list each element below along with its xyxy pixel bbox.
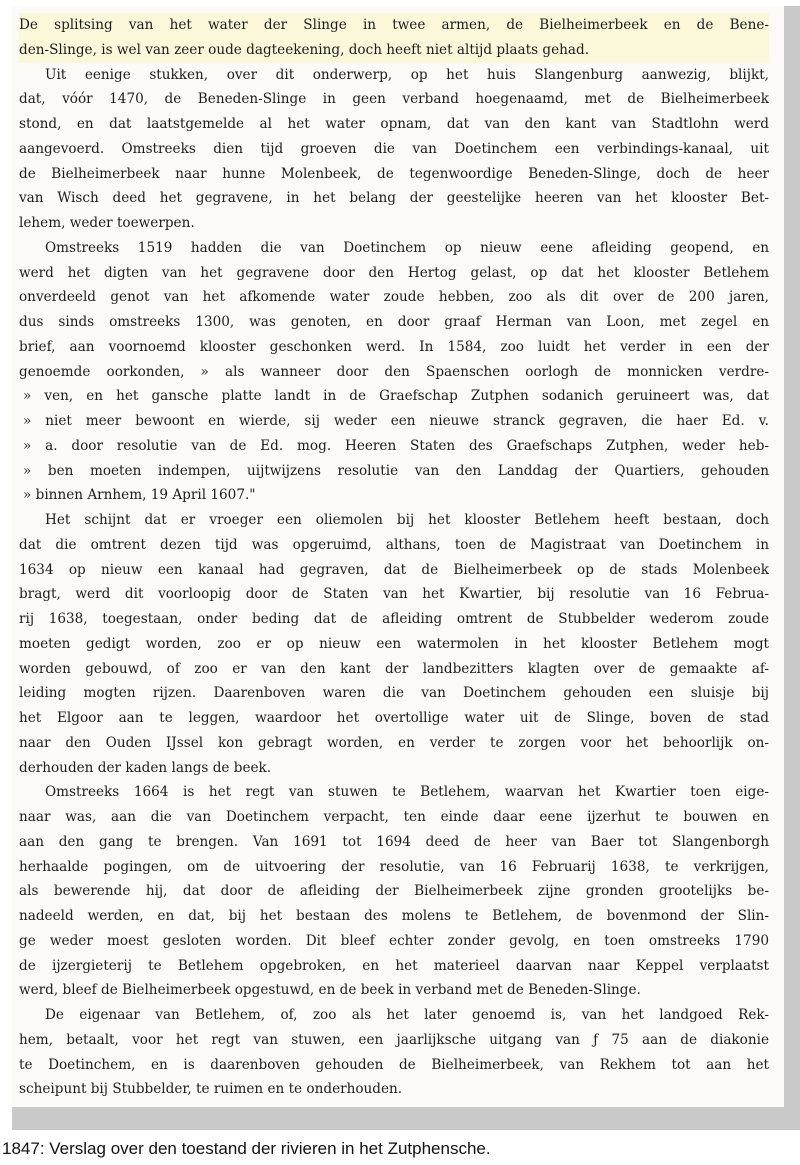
image-caption: 1847: Verslag over den toestand der rivieren in het Zutphensche. bbox=[2, 1139, 491, 1158]
text-line: van Wisch deed het gegravene, in het belang der geestelijke heeren van het klooster Bet- bbox=[19, 190, 769, 207]
scanned-page bbox=[12, 6, 784, 1107]
text-line: scheipunt bij Stubbelder, te ruimen en te onderhouden. bbox=[19, 1081, 403, 1098]
text-line: lehem, weder toewerpen. bbox=[19, 215, 195, 231]
text-line: ge weder moest gesloten worden. Dit bleef echter zonder gevolg, en toen omstreeks 1790 bbox=[19, 932, 769, 949]
text-line: de ijzergieterij te Betlehem opgebroken, en het materieel daarvan naar Keppel verplaatst bbox=[19, 957, 769, 974]
paragraph bbox=[19, 63, 769, 236]
text-line: dat, vóór 1470, de Beneden-Slinge in geen verband hoegenaamd, met de Bielheimerbeek bbox=[19, 91, 769, 108]
text-line: leiding mogten rijzen. Daarenboven waren die van Doetinchem gehouden een sluisje bij bbox=[19, 685, 769, 702]
text-line: De splitsing van het water der Slinge in twee armen, de Bielheimerbeek en de Bene- bbox=[19, 13, 769, 38]
text-line: aangevoerd. Omstreeks dien tijd groeven die van Doetinchem een verbindings-kanaal, uit bbox=[19, 140, 769, 157]
text-line: De eigenaar van Betlehem, of, zoo als het later genoemd is, van het landgoed Rek- bbox=[45, 1007, 769, 1023]
text-line: derhouden der kaden langs de beek. bbox=[19, 759, 272, 776]
text-line: hem, betaalt, voor het regt van stuwen, een jaarlijksche uitgang van ƒ 75 aan de diakonie bbox=[19, 1031, 769, 1048]
text-line: 1634 op nieuw een kanaal had gegraven, dat de Bielheimerbeek op de stads Molenbeek bbox=[19, 561, 769, 578]
paragraph bbox=[19, 780, 769, 1003]
text-line: het Elgoor aan te leggen, waardoor het overtollige water uit de Slinge, boven de stad bbox=[19, 710, 769, 726]
text-line: worden gebouwd, of zoo er van den kant der landbezitters klagten over de gemaakte af- bbox=[19, 660, 769, 677]
document-text bbox=[19, 13, 769, 1102]
text-line: herhaalde pogingen, om de uitvoering der resolutie, van 16 Februarij 1638, te verkrijgen, bbox=[19, 858, 769, 875]
paragraph bbox=[19, 236, 769, 508]
text-line: te Doetinchem, en is daarenboven gehouden de Bielheimerbeek, van Rekhem tot aan het bbox=[19, 1056, 769, 1073]
text-line: naar den Ouden IJssel kon gebragt worden, en verder te zorgen voor het behoorlijk on- bbox=[19, 734, 769, 751]
paragraph bbox=[19, 508, 769, 780]
text-line: » ven, en het gansche platte landt in de Graefschap Zutphen sodanich geruineert was, dat bbox=[23, 388, 769, 405]
text-line: » a. door resolutie van de Ed. mog. Heeren Staten des Graefschaps Zutphen, weder heb- bbox=[23, 437, 769, 454]
text-line: genoemde oorkonden, » als wanneer door den Spaenschen oorlogh de monnicken verdre- bbox=[19, 363, 769, 380]
text-line: » binnen Arnhem, 19 April 1607." bbox=[23, 487, 256, 504]
text-line: de Bielheimerbeek naar hunne Molenbeek, de tegenwoordige Beneden-Slinge, doch de heer bbox=[19, 165, 769, 182]
text-line: bragt, werd dit voorloopig door de Staten van het Kwartier, bij resolutie van 16 Februa- bbox=[19, 586, 769, 603]
text-line: Het schijnt dat er vroeger een oliemolen bij het klooster Betlehem heeft bestaan, doch bbox=[45, 512, 769, 528]
text-line: Omstreeks 1519 hadden die van Doetinchem op nieuw eene afleiding geopend, en bbox=[45, 239, 769, 256]
text-line: Omstreeks 1664 is het regt van stuwen te Betlehem, waarvan het Kwartier toen eige- bbox=[45, 784, 769, 801]
text-line: werd het digten van het gegravene door den Hertog gelast, op dat het klooster Betlehem bbox=[19, 264, 769, 281]
text-line: naar was, aan die van Doetinchem verpacht, ten einde daar eene ijzerhut te bouwen en bbox=[19, 809, 769, 825]
text-line: stond, en dat laatstgemelde al het water opnam, dat van den kant van Stadtlohn werd bbox=[19, 116, 769, 132]
text-line: » niet meer bewoont en wierde, sij weder een nieuwe stranck gegraven, die haer Ed. v. bbox=[23, 413, 769, 429]
text-line: Uit eenige stukken, over dit onderwerp, op het huis Slangenburg aanwezig, blijkt, bbox=[45, 66, 769, 83]
text-line: rij 1638, toegestaan, onder beding dat de afleiding omtrent de Stubbelder wederom zoude bbox=[19, 611, 769, 627]
text-line: aan den gang te brengen. Van 1691 tot 1694 deed de heer van Baer tot Slangenborgh bbox=[19, 833, 769, 850]
paragraph bbox=[19, 1003, 769, 1102]
paragraph bbox=[19, 13, 769, 63]
text-line: als bewerende hij, dat door de afleiding der Bielheimerbeek zijne gronden grootelijks be- bbox=[19, 883, 769, 900]
text-line: dat die omtrent dezen tijd was opgeruimd, althans, toen de Magistraat van Doetinchem in bbox=[19, 536, 769, 553]
text-line: den-Slinge, is wel van zeer oude dagteekening, doch heeft niet altijd plaats gehad. bbox=[19, 38, 769, 63]
scan-frame bbox=[12, 6, 800, 1130]
text-line: » ben moeten indempen, uijtwijzens resolutie van den Landdag der Quartiers, gehouden bbox=[23, 462, 769, 479]
text-line: nadeeld werden, en dat, bij het bestaan des molens te Betlehem, de bovenmond der Slin- bbox=[19, 908, 769, 924]
text-line: dus sinds omstreeks 1300, was genoten, en door graaf Herman van Loon, met zegel en bbox=[19, 314, 769, 330]
text-line: werd, bleef de Bielheimerbeek opgestuwd, en de beek in verband met de Beneden-Slinge. bbox=[19, 982, 641, 999]
text-line: moeten gedigt worden, zoo er op nieuw een watermolen in het klooster Betlehem mogt bbox=[19, 635, 769, 652]
text-line: brief, aan voornoemd klooster geschonken werd. In 1584, zoo luidt het verder in een der bbox=[19, 338, 769, 355]
text-line: onverdeeld genot van het afkomende water zoude hebben, zoo als dit over de 200 jaren, bbox=[19, 289, 769, 306]
